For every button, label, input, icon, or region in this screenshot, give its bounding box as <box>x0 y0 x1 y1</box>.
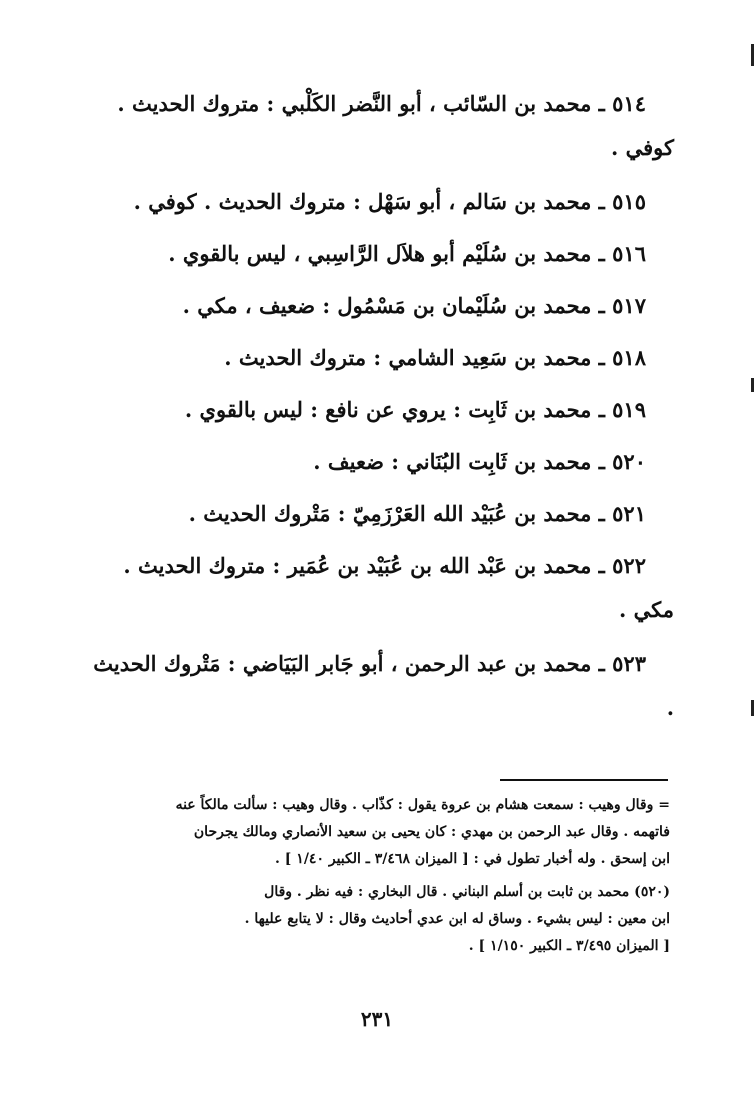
entry-521: ٥٢١ ـ محمد بن عُبَيْد الله العَرْزَمِيّ : مَتْروك الحديث . <box>188 501 646 526</box>
entry-514: ٥١٤ ـ محمد بن السّائب ، أبو النَّضر الكَلْبي : متروك الحديث . كوفي . <box>117 91 674 160</box>
entry-520: ٥٢٠ ـ محمد بن ثَابِت البُنَاني : ضعيف . <box>313 449 646 474</box>
entry-518: ٥١٨ ـ محمد بن سَعِيد الشامي : متروك الحديث . <box>224 345 646 370</box>
footnote-line: فاتهمه . وقال عبد الرحمن بن مهدي : كان يحيى بن سعيد الأنصاري ومالك يجرحان <box>193 824 670 840</box>
entry-517: ٥١٧ ـ محمد بن سُلَيْمان بن مَسْمُول : ضعيف ، مكي . <box>182 293 646 318</box>
footnotes <box>92 792 670 960</box>
footnote-line: ابن إسحق . وله أخبار تطول في : [ الميزان ٣/٤٦٨ ـ الكبير ١/٤٠ ] . <box>275 851 670 867</box>
entry-522: ٥٢٢ ـ محمد بن عَبْد الله بن عُبَيْد بن عُمَير : متروك الحديث . مكي . <box>123 553 674 622</box>
entry-515: ٥١٥ ـ محمد بن سَالم ، أبو سَهْل : متروك الحديث . كوفي . <box>133 189 646 214</box>
page-number: ٢٣١ <box>360 1007 394 1031</box>
footnote-divider <box>500 779 668 781</box>
footnote-line: (٥٢٠) محمد بن ثابت بن أسلم البناني . قال البخاري : فيه نظر . وقال <box>264 884 670 900</box>
entry-516: ٥١٦ ـ محمد بن سُلَيْم أبو هلاَل الرَّاسِبي ، ليس بالقوي . <box>168 241 646 266</box>
entries-list <box>80 82 674 730</box>
footnote-line: ابن معين : ليس بشيء . وساق له ابن عدي أحاديث وقال : لا يتابع عليها . <box>244 911 670 927</box>
entry-519: ٥١٩ ـ محمد بن ثَابِت : يروي عن نافع : ليس بالقوي . <box>184 397 646 422</box>
footnote-line: = وقال وهيب : سمعت هشام بن عروة يقول : كذّاب . وقال وهيب : سألت مالكاً عنه <box>175 797 670 813</box>
entry-523: ٥٢٣ ـ محمد بن عبد الرحمن ، أبو جَابر البَيَاضي : مَتْروك الحديث . <box>93 651 674 720</box>
footnote-line: [ الميزان ٣/٤٩٥ ـ الكبير ١/١٥٠ ] . <box>468 938 670 954</box>
